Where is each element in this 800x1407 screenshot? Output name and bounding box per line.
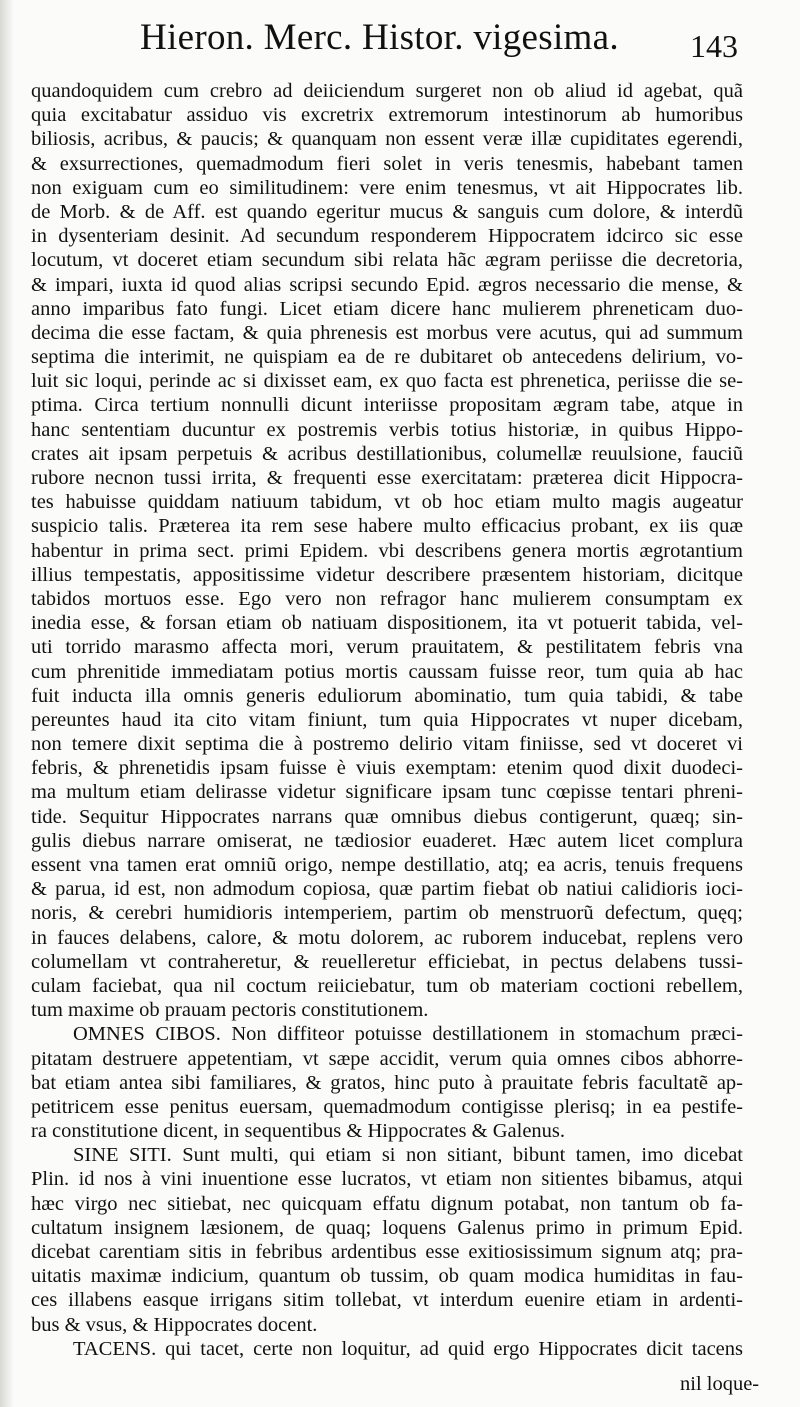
- text-line: febris, & phrenetidis ipsam fuisse è viuis exemptam: etenim quod dixit duodeci-: [31, 757, 743, 780]
- text-line: anno imparibus fato fungi. Licet etiam dicere hanc mulierem phreneticam duo-: [31, 297, 743, 320]
- section-heading-line: TACENS. qui tacet, certe non loquitur, ad quid ergo Hippocrates dicit tacens: [73, 1337, 743, 1360]
- text-line: septima die interimit, ne quispiam ea de re dubitaret ob antecedens delirium, vo-: [31, 346, 743, 369]
- text-line: tum maxime ob prauam pectoris constitutionem.: [31, 999, 429, 1022]
- text-line: cultatum insignem læsionem, de quaq; loquens Galenus primo in primum Epid.: [31, 1216, 743, 1239]
- text-line: ptima. Circa tertium nonnulli dicunt interiisse propositam ægram tabe, atque in: [31, 394, 743, 417]
- text-line: & parua, id est, non admodum copiosa, quæ partim fiebat ob natiui calidioris ioci-: [31, 878, 743, 901]
- text-line: pitatam destruere appetentiam, vt sæpe accidit, verum quia omnes cibos abhorre-: [31, 1047, 743, 1070]
- text-line: de Morb. & de Aff. est quando egeritur mucus & sanguis cum dolore, & interdũ: [31, 200, 743, 223]
- text-line: biliosis, acribus, & paucis; & quanquam non essent veræ illæ cupiditates egerendi,: [31, 128, 743, 151]
- text-line: quia excitabatur assiduo vis excretrix extremorum intestinorum ab humoribus: [31, 104, 743, 127]
- text-line: non exiguam cum eo similitudinem: vere enim tenesmus, vt ait Hippocrates lib.: [31, 176, 743, 199]
- text-line: columellam vt contraheretur, & reuelleretur efficiebat, in pectus delabens tussi-: [31, 950, 743, 973]
- text-line: pereuntes haud ita cito vitam finiunt, tum quia Hippocrates vt nuper dicebam,: [31, 708, 743, 731]
- text-line: uitatis maximæ indicium, quantum ob tussim, ob quam modica humiditas in fau-: [31, 1265, 743, 1288]
- section-heading-line: OMNES CIBOS. Non diffiteor potuisse destillationem in stomachum præci-: [73, 1023, 743, 1046]
- page-number: 143: [690, 28, 738, 64]
- catchword: nil loque-: [680, 1373, 760, 1395]
- text-line: petitricem esse penitus euersam, quemadmodum contigisse plerisq; in ea pestife-: [31, 1095, 743, 1118]
- text-line: noris, & cerebri humidioris intemperiem, partim ob menstruorũ defectum, quęq;: [31, 902, 743, 925]
- text-line: gulis diebus narrare omiserat, ne tædiosior euaderet. Hæc autem licet complura: [31, 829, 743, 852]
- text-line: tabidos mortuos esse. Ego vero non refragor hanc mulierem consumptam ex: [31, 587, 743, 610]
- text-line: & impari, iuxta id quod alias scripsi secundo Epid. ægros necessario die mense, &: [31, 273, 743, 296]
- text-line: ma multum etiam delirasse videtur significare ipsam tunc cœpisse tentari phreni-: [31, 781, 743, 804]
- text-line: habentur in prima sect. primi Epidem. vbi describens genera mortis ægrotantium: [31, 539, 743, 562]
- section-heading-line: SINE SITI. Sunt multi, qui etiam si non sitiant, bibunt tamen, imo dicebat: [73, 1144, 743, 1167]
- text-line: bus & vsus, & Hippocrates docent.: [31, 1313, 318, 1336]
- text-line: decima die esse factam, & quia phrenesis est morbus vere acutus, qui ad summum: [31, 321, 743, 344]
- text-line: culam faciebat, qua nil coctum reiiciebatur, tum ob materiam coctioni rebellem,: [31, 974, 743, 997]
- text-line: hæc virgo nec sitiebat, nec quicquam effatu dignum potabat, non tantum ob fa-: [31, 1192, 743, 1215]
- text-line: ra constitutione dicent, in sequentibus & Hippocrates & Galenus.: [31, 1120, 566, 1143]
- text-line: illius tempestatis, appositissime videtur describere præsentem historiam, dicitque: [31, 563, 743, 586]
- text-line: dicebat carentiam sitis in febribus ardentibus esse exitiosissimum signum atq; pra-: [31, 1241, 743, 1263]
- body-text: [31, 79, 743, 1361]
- text-line: ces illabens easque irrigans sitim tollebat, vt interdum euenire etiam in ardenti-: [31, 1289, 743, 1312]
- text-line: cum phrenitide immediatam potius mortis caussam fuisse reor, tum quia ab hac: [31, 660, 743, 683]
- running-title: Hieron. Merc. Histor. vigesima.: [140, 17, 619, 58]
- text-line: crates ait ipsam perpetuis & acribus destillationibus, columellæ reuulsione, fauciũ: [31, 442, 743, 465]
- page-gutter-shadow: [0, 0, 14, 1407]
- text-line: hanc sententiam ducuntur ex postremis verbis totius historiæ, in quibus Hippo-: [31, 418, 743, 441]
- text-line: tide. Sequitur Hippocrates narrans quæ omnibus diebus contigerunt, quæq; sin-: [31, 805, 743, 828]
- text-line: inedia esse, & forsan etiam ob natiuam dispositionem, ita vt potuerit tabida, vel-: [31, 612, 743, 635]
- text-line: non temere dixit septima die à postremo delirio vitam finiisse, sed vt doceret vi: [31, 733, 743, 756]
- text-line: quandoquidem cum crebro ad deiiciendum surgeret non ob aliud id agebat, quã: [31, 80, 743, 102]
- text-line: essent vna tamen erat omniũ origo, nempe destillatio, atq; ea acris, tenuis frequens: [31, 854, 743, 876]
- text-line: suspicio talis. Præterea ita rem sese habere multo efficacius probant, ex iis quæ: [31, 515, 743, 538]
- text-line: in dysenteriam desinit. Ad secundum responderem Hippocratem idcirco sic esse: [31, 225, 743, 248]
- text-line: Plin. id nos à vini inuentione esse lucratos, vt etiam non sitientes bibamus, atqui: [31, 1168, 743, 1191]
- text-line: fuit inducta illa omnis generis eduliorum abominatio, tum quia tabidi, & tabe: [31, 684, 743, 707]
- text-line: in fauces delabens, calore, & motu dolorem, ac ruborem inducebat, replens vero: [31, 926, 743, 949]
- text-line: luit sic loqui, perinde ac si dixisset eam, ex quo facta est phrenetica, periisse die se-: [31, 370, 743, 393]
- text-line: rubore necnon tussi irrita, & frequenti esse exercitatam: præterea dicit Hippocra-: [31, 467, 743, 489]
- text-line: tes habuisse quiddam natiuum tabidum, vt ob hoc etiam multo magis augeatur: [31, 491, 743, 514]
- text-line: & exsurrectiones, quemadmodum fieri solet in veris tenesmis, habebant tamen: [31, 152, 743, 175]
- text-line: uti torrido marasmo affecta mori, verum prauitatem, & pestilitatem febris vna: [31, 636, 743, 659]
- text-line: locutum, vt doceret etiam secundum sibi relata hãc ægram periisse die decretoria,: [31, 249, 743, 272]
- text-line: bat etiam antea sibi familiares, & gratos, hinc puto à prauitate febris facultatẽ ap-: [31, 1071, 743, 1094]
